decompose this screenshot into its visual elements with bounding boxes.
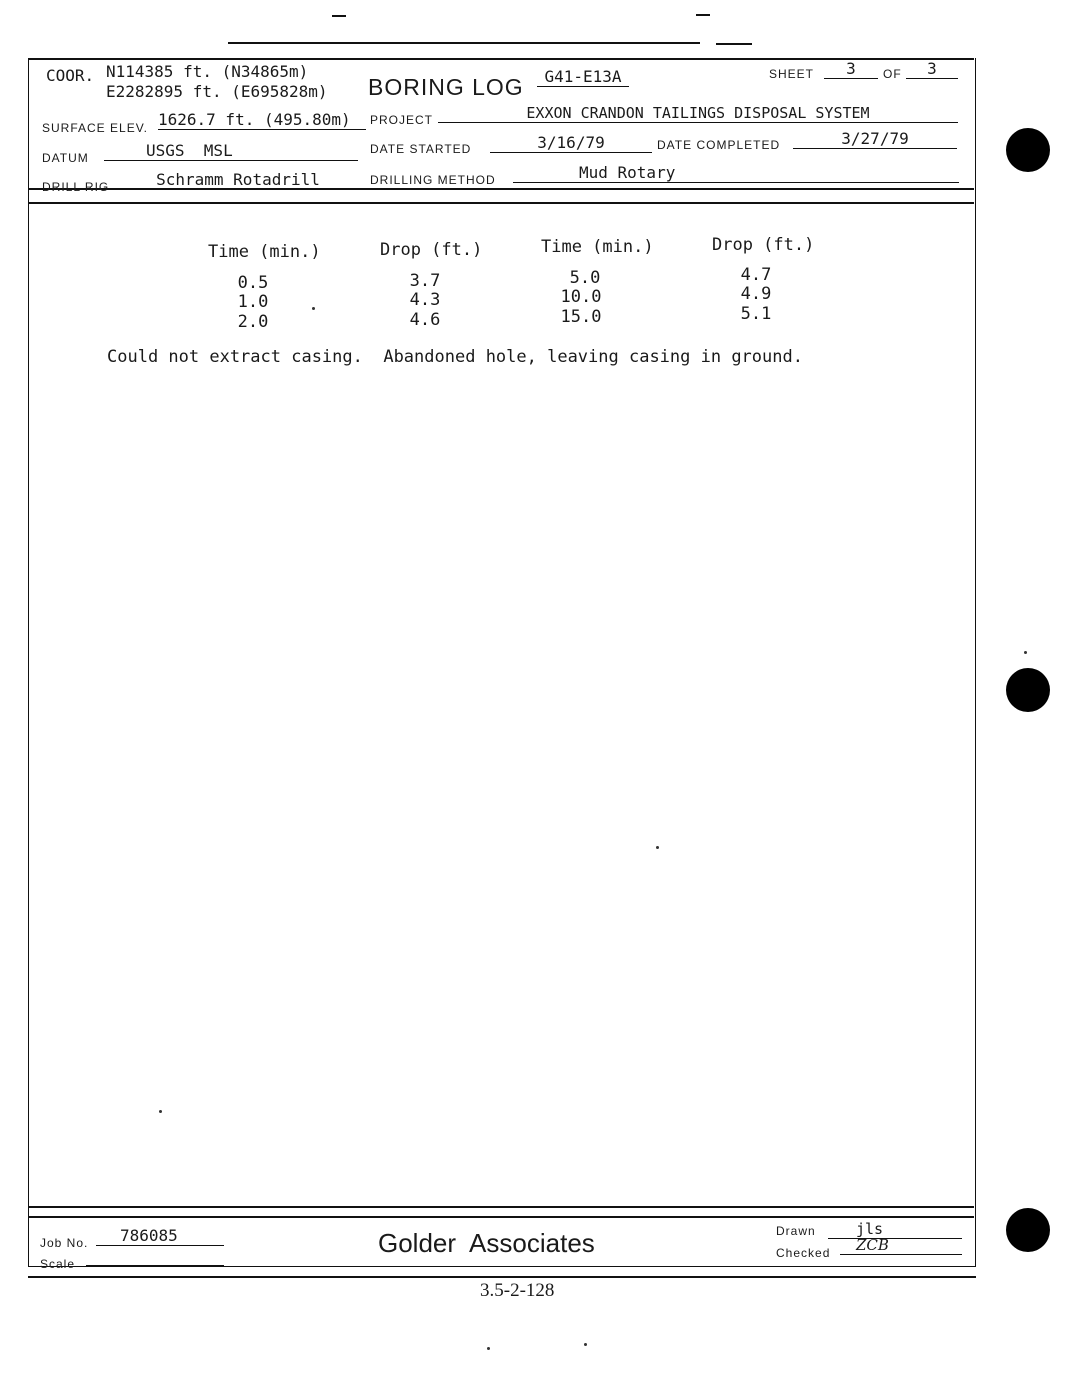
drill-rig: Schramm Rotadrill <box>120 171 356 190</box>
date-started: 3/16/79 <box>490 134 652 153</box>
form-title: BORING LOG <box>368 74 524 100</box>
scan-speck <box>312 307 315 310</box>
column-header: Drop (ft.) <box>380 240 483 260</box>
footer-separator <box>28 1206 974 1208</box>
form-frame <box>28 58 976 1267</box>
project: EXXON CRANDON TAILINGS DISPOSAL SYSTEM <box>438 104 958 123</box>
sheet-total: 3 <box>906 60 958 79</box>
punch-hole <box>1006 1208 1050 1252</box>
sheet-label: SHEET <box>769 67 815 81</box>
header-separator-2 <box>28 202 974 204</box>
scan-speck <box>584 1343 587 1346</box>
drawn-label: Drawn <box>776 1224 816 1238</box>
column-header: Time (min.) <box>541 237 654 257</box>
table-cell: 4.6 <box>409 310 441 330</box>
of-label: OF <box>883 67 902 81</box>
job-number-label: Job No. <box>40 1236 89 1250</box>
scan-speck <box>487 1347 490 1350</box>
footer-separator-2 <box>28 1216 974 1218</box>
remarks-note: Could not extract casing. Abandoned hole, leaving casing in ground. <box>107 347 803 367</box>
surface-elev: 1626.7 ft. (495.80m) <box>158 111 366 130</box>
table-cell: 15.0 <box>560 307 602 327</box>
top-rule <box>228 42 700 44</box>
table-cell: 0.5 <box>237 273 269 293</box>
table-cell: 5.0 <box>569 268 601 288</box>
punch-hole <box>1006 668 1050 712</box>
coor-label: COOR. <box>46 66 95 85</box>
checked-label: Checked <box>776 1246 831 1260</box>
table-cell: 4.3 <box>409 290 441 310</box>
coor-north: N114385 ft. (N34865m) <box>106 62 309 81</box>
sheet-number: 3 <box>824 60 878 79</box>
drawn-by: jls <box>828 1220 962 1239</box>
scan-mark <box>696 14 710 16</box>
scan-mark <box>332 15 346 17</box>
job-number: 786085 <box>96 1227 224 1246</box>
column-header: Drop (ft.) <box>712 235 815 255</box>
drill-rig-label: DRILL RIG <box>42 180 110 194</box>
scan-speck <box>159 1110 162 1113</box>
date-started-label: DATE STARTED <box>370 142 472 156</box>
punch-hole <box>1006 128 1050 172</box>
table-cell: 1.0 <box>237 292 269 312</box>
scale-label: Scale <box>40 1257 76 1271</box>
datum: USGS MSL <box>104 142 358 161</box>
top-rule <box>716 43 752 45</box>
table-cell: 3.7 <box>409 271 441 291</box>
drilling-method: Mud Rotary <box>513 164 959 183</box>
project-label: PROJECT <box>370 113 434 127</box>
table-cell: 10.0 <box>560 287 602 307</box>
date-completed: 3/27/79 <box>793 130 957 149</box>
coor-east: E2282895 ft. (E695828m) <box>106 82 328 101</box>
date-completed-label: DATE COMPLETED <box>657 138 781 152</box>
company-name: Golder Associates <box>378 1228 595 1258</box>
checked-by: ZCB <box>840 1236 962 1255</box>
table-cell: 2.0 <box>237 312 269 332</box>
surface-elev-label: SURFACE ELEV. <box>42 121 148 135</box>
table-cell: 4.9 <box>740 284 772 304</box>
table-cell: 5.1 <box>740 304 772 324</box>
table-cell: 4.7 <box>740 265 772 285</box>
column-header: Time (min.) <box>208 242 321 262</box>
page-number: 3.5-2-128 <box>480 1280 555 1301</box>
datum-label: DATUM <box>42 151 89 165</box>
scan-speck <box>656 846 659 849</box>
page-bottom-rule <box>28 1276 976 1278</box>
scale-value <box>86 1248 224 1266</box>
scan-speck <box>1024 651 1027 654</box>
drilling-method-label: DRILLING METHOD <box>370 173 496 187</box>
boring-id: G41-E13A <box>537 68 629 87</box>
